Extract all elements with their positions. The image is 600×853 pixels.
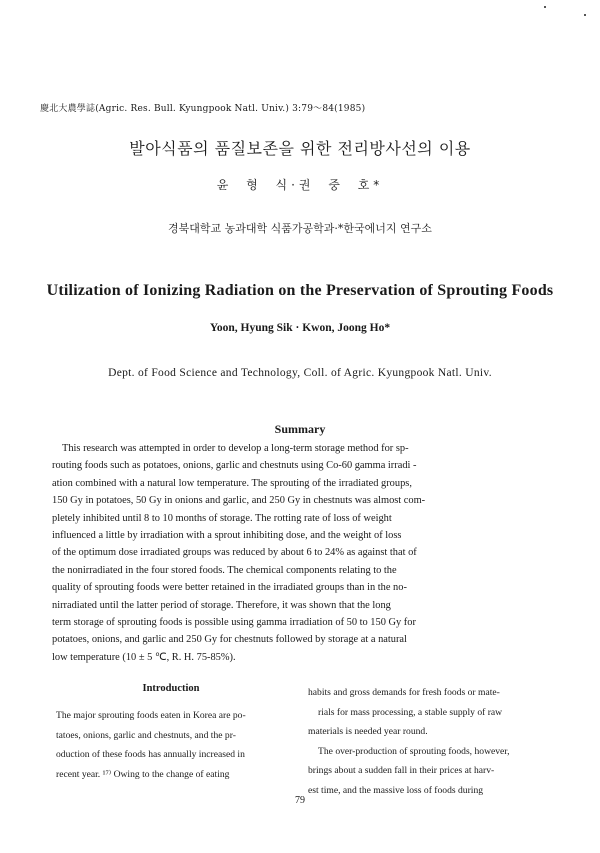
korean-title: 발아식품의 품질보존을 위한 전리방사선의 이용 [129, 139, 471, 158]
intro-line: The over-production of sprouting foods, however, [318, 745, 510, 757]
summary-body [52, 440, 546, 666]
summary-line: term storage of sprouting foods is possible using gamma irradiation of 50 to 150 Gy for [52, 617, 416, 629]
intro-line: habits and gross demands for fresh foods or mate- [308, 687, 500, 698]
summary-line: This research was attempted in order to develop a long-term storage method for sp- [62, 443, 409, 454]
intro-line: The major sprouting foods eaten in Korea are po- [56, 710, 246, 721]
summary-line: influenced a little by irradiation with a sprout inhibiting dose, and the weight of loss [52, 530, 402, 542]
english-affiliation: Dept. of Food Science and Technology, Coll. of Agric. Kyungpook Natl. Univ. [108, 367, 492, 379]
introduction-heading: Introduction [142, 683, 200, 694]
journal-citation: 慶北大農學誌(Agric. Res. Bull. Kyungpook Natl. Univ.) 3:79～84(1985) [40, 104, 366, 114]
summary-heading: Summary [274, 422, 326, 436]
english-authors: Yoon, Hyung Sik · Kwon, Joong Ho* [209, 322, 391, 334]
introduction-right-column [308, 683, 548, 800]
summary-line: potatoes, onions, and garlic and 250 Gy for chestnuts followed by storage at a natural [52, 634, 407, 646]
summary-line: low temperature (10 ± 5 ℃, R. H. 75-85%). [52, 651, 236, 663]
page-number: 79 [295, 795, 305, 806]
korean-authors: 윤 형 식·권 중 호* [216, 178, 384, 192]
english-title: Utilization of Ionizing Radiation on the Preservation of Sprouting Foods [46, 282, 554, 299]
korean-affiliation: 경북대학교 농과대학 식품가공학과·*한국에너지 연구소 [168, 222, 432, 235]
scan-speck [544, 6, 546, 8]
scan-speck [584, 14, 586, 16]
summary-line: routing foods such as potatoes, onions, garlic and chestnuts using Co-60 gamma irradi - [52, 460, 417, 472]
summary-line: quality of sprouting foods were better retained in the irradiated groups than in the no- [52, 582, 407, 594]
intro-line: rials for mass processing, a stable supply of raw [318, 706, 503, 718]
summary-line: pletely inhibited until 8 to 10 months of storage. The rotting rate of loss of weight [52, 512, 392, 524]
introduction-left-column [56, 683, 286, 784]
intro-line: oduction of these foods has annually increased in [56, 749, 245, 760]
summary-line: nirradiated until the latter period of storage. Therefore, it was shown that the long [52, 599, 391, 611]
intro-line: est time, and the massive loss of foods during [308, 784, 484, 796]
summary-line: ation combined with a natural low temperature. The sprouting of the irradiated groups, [52, 477, 412, 489]
intro-line: materials is needed year round. [308, 726, 428, 737]
intro-line: brings about a sudden fall in their prices at harv- [308, 765, 495, 776]
summary-line: of the optimum dose irradiated groups was reduced by about 6 to 24% as against that of [52, 547, 417, 559]
summary-line: the nonirradiated in the four stored foods. The chemical components relating to the [52, 564, 397, 576]
intro-line: recent year. ¹⁷⁾ Owing to the change of eating [56, 768, 230, 780]
summary-line: 150 Gy in potatoes, 50 Gy in onions and garlic, and 250 Gy in chestnuts was almost com- [52, 495, 426, 507]
intro-line: tatoes, onions, garlic and chestnuts, and the pr- [56, 729, 236, 741]
